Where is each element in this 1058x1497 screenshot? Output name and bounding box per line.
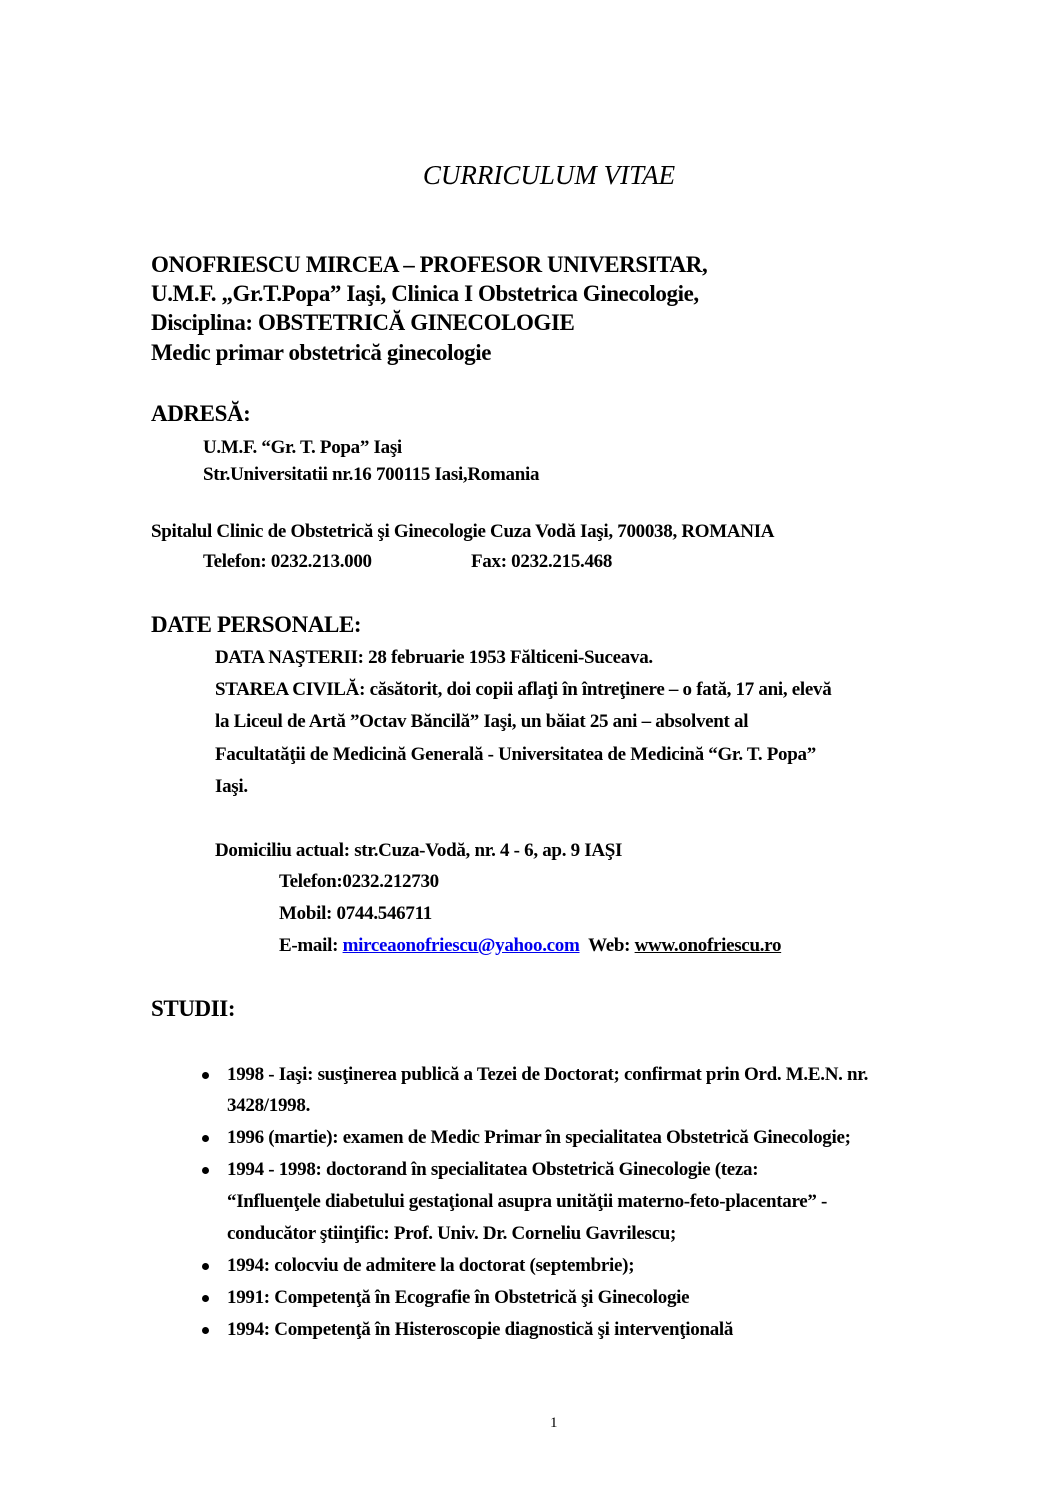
study-item: 1998 - Iaşi: susţinerea publică a Tezei de Doctorat; confirmat prin Ord. M.E.N. nr. <box>227 1064 869 1085</box>
email-link[interactable]: mirceaonofriescu@yahoo.com <box>342 935 580 956</box>
email-label: E-mail: <box>279 935 343 956</box>
web-link[interactable]: www.onofriescu.ro <box>634 935 782 956</box>
address-line: Str.Universitatii nr.16 700115 Iasi,Romania <box>203 464 540 485</box>
bullet-icon <box>202 1327 209 1334</box>
home-phone: Telefon:0232.212730 <box>279 871 439 892</box>
personal-line: Facultatăţii de Medicină Generală - Universitatea de Medicină “Gr. T. Popa” <box>215 744 816 765</box>
study-item: 1991: Competenţă în Ecografie în Obstetrică şi Ginecologie <box>227 1287 690 1308</box>
hospital-phone: Telefon: 0232.213.000 <box>203 551 372 572</box>
study-item: 1994: Competenţă în Histeroscopie diagnostică şi intervenţională <box>227 1319 734 1340</box>
page-number: 1 <box>550 1415 558 1431</box>
personal-heading: DATE PERSONALE: <box>151 612 362 637</box>
bullet-icon <box>202 1295 209 1302</box>
personal-line: STAREA CIVILĂ: căsătorit, doi copii aflaţi în întreţinere – o fată, 17 ani, elevă <box>215 679 832 700</box>
web-label: Web: <box>588 935 635 956</box>
hospital-address: Spitalul Clinic de Obstetrică şi Ginecologie Cuza Vodă Iaşi, 700038, ROMANIA <box>151 521 775 542</box>
header-line: ONOFRIESCU MIRCEA – PROFESOR UNIVERSITAR, <box>151 252 708 277</box>
studies-heading: STUDII: <box>151 996 236 1021</box>
hospital-fax: Fax: 0232.215.468 <box>471 551 613 572</box>
title-text: CURRICULUM VITAE <box>422 160 676 190</box>
bullet-icon <box>202 1263 209 1270</box>
domicile: Domiciliu actual: str.Cuza-Vodă, nr. 4 - 6, ap. 9 IAŞI <box>215 840 623 861</box>
mobile-phone: Mobil: 0744.546711 <box>279 903 432 924</box>
bullet-icon <box>202 1167 209 1174</box>
personal-line: Iaşi. <box>215 776 248 797</box>
study-item: 1994 - 1998: doctorand în specialitatea Obstetrică Ginecologie (teza: <box>227 1159 759 1180</box>
study-item: 1994: colocviu de admitere la doctorat (septembrie); <box>227 1255 635 1276</box>
header-line: Disciplina: OBSTETRICĂ GINECOLOGIE <box>151 310 575 335</box>
study-item-cont: 3428/1998. <box>227 1095 311 1116</box>
header-line: Medic primar obstetrică ginecologie <box>151 340 492 365</box>
header-line: U.M.F. „Gr.T.Popa” Iaşi, Clinica I Obstetrica Ginecologie, <box>151 281 699 306</box>
bullet-icon <box>202 1135 209 1142</box>
study-item-cont: “Influenţele diabetului gestaţional asupra unităţii materno-feto-placentare” - <box>227 1191 828 1212</box>
personal-line: DATA NAŞTERII: 28 februarie 1953 Fălticeni-Suceava. <box>215 647 653 668</box>
study-item-cont: conducător ştiinţific: Prof. Univ. Dr. Corneliu Gavrilescu; <box>227 1223 677 1244</box>
contact-line <box>279 936 781 955</box>
document-title <box>0 162 1058 189</box>
study-item: 1996 (martie): examen de Medic Primar în specialitatea Obstetrică Ginecologie; <box>227 1127 851 1148</box>
address-heading: ADRESĂ: <box>151 401 251 426</box>
bullet-icon <box>202 1072 209 1079</box>
address-line: U.M.F. “Gr. T. Popa” Iaşi <box>203 437 402 458</box>
personal-line: la Liceul de Artă ”Octav Băncilă” Iaşi, un băiat 25 ani – absolvent al <box>215 711 749 732</box>
